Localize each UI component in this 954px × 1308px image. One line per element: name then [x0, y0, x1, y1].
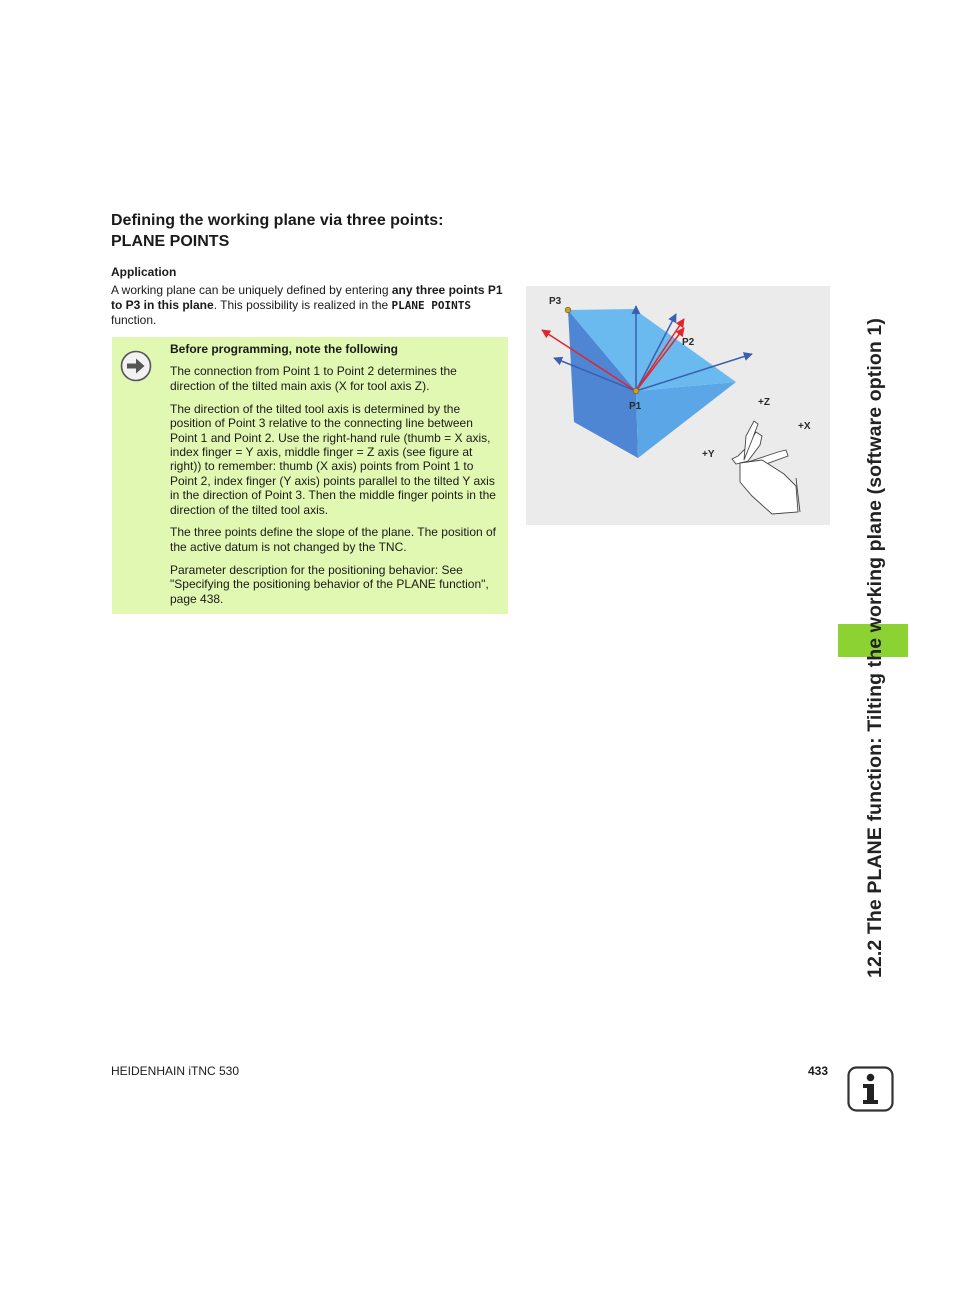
plane-points-figure — [526, 286, 830, 525]
footer-product: HEIDENHAIN iTNC 530 — [111, 1064, 240, 1078]
point-p1-marker — [633, 388, 639, 394]
plane-diagram — [526, 286, 830, 525]
chapter-side-title: 12.2 The PLANE function: Tilting the working plane (software option 1) — [864, 318, 886, 978]
application-text-bold: any three points P1 to P3 in this plane — [111, 283, 503, 312]
arrow-right-icon — [120, 350, 152, 382]
section-title-line2: PLANE POINTS — [111, 233, 230, 250]
application-text-part3: function. — [111, 313, 157, 327]
application-text — [111, 283, 511, 328]
note-paragraph: Parameter description for the positioning behavior: See "Specifying the positioning behavior of the PLANE function", page 438. — [170, 562, 489, 606]
label-plus-y: +Y — [702, 449, 715, 460]
application-text-part2: . This possibility is realized in the — [213, 297, 392, 312]
label-plus-z: +Z — [758, 397, 770, 408]
note-paragraph: The three points define the slope of the plane. The position of the active datum is not changed by the TNC. — [170, 525, 497, 554]
application-text-part1: A working plane can be uniquely defined by entering — [111, 283, 392, 297]
label-p1: P1 — [629, 401, 642, 412]
section-title — [111, 210, 511, 252]
label-p3: P3 — [549, 296, 562, 307]
plane-points-keyword: PLANE POINTS — [391, 298, 472, 312]
info-icon — [847, 1066, 894, 1112]
note-box — [112, 337, 508, 614]
prism-right-face — [636, 382, 736, 458]
page-number: 433 — [808, 1064, 829, 1078]
label-plus-x: +X — [798, 421, 811, 432]
label-p2: P2 — [682, 337, 695, 348]
note-heading: Before programming, note the following — [170, 342, 398, 356]
section-title-line1: Defining the working plane via three points: — [111, 212, 444, 229]
note-paragraph: The connection from Point 1 to Point 2 determines the direction of the tilted main axis (X for tool axis Z). — [170, 364, 457, 393]
note-content — [170, 342, 500, 615]
point-p3-marker — [565, 307, 571, 313]
note-paragraph: The direction of the tilted tool axis is determined by the position of Point 3 relative to the connecting line between Point 1 and Point 2. Use the right-hand rule (thumb = X axis, index finger = Y axis, middle finger = Z axis (see figure at right)) to remember: thumb (X axis) points from Point 1 to Point 2, index finger (Y axis) points parallel to the tilted Y axis in the direction of Point 3. Then the middle finger points in the direction of the tilted tool axis. — [170, 401, 496, 517]
application-heading: Application — [111, 265, 177, 279]
right-hand-rule-hand — [732, 421, 800, 514]
